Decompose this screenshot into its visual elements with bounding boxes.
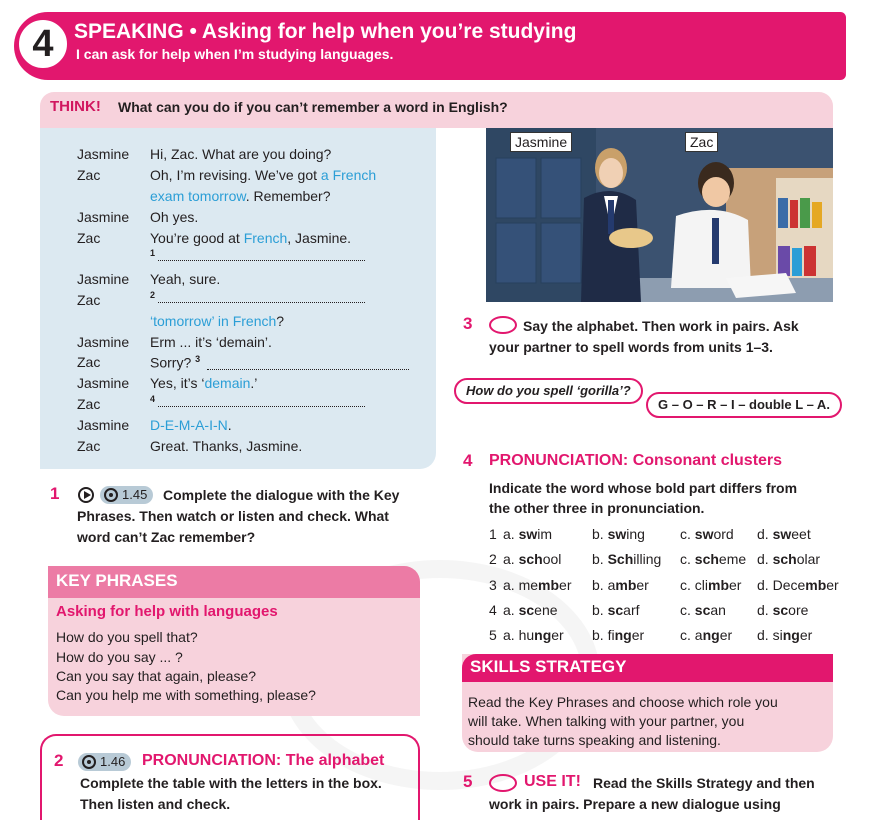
skills-strategy-line2: will take. When talking with your partner, you bbox=[468, 713, 745, 729]
think-question: What can you do if you can’t remember a word in English? bbox=[118, 99, 508, 115]
dialogue-speaker: Zac bbox=[77, 292, 101, 308]
photo-label-jasmine: Jasmine bbox=[510, 132, 572, 152]
key-phrase-item: Can you help me with something, please? bbox=[56, 687, 316, 703]
skills-strategy-line1: Read the Key Phrases and choose which role you bbox=[468, 694, 778, 710]
audio-track-number: 1.45 bbox=[122, 487, 148, 502]
audio-track-1-45[interactable] bbox=[100, 486, 153, 504]
task5-instruction-line1: Read the Skills Strategy and then bbox=[593, 775, 815, 791]
gap-number: 4 bbox=[150, 394, 156, 404]
dialogue-speaker: Jasmine bbox=[77, 271, 130, 287]
video-play-icon[interactable] bbox=[78, 487, 94, 503]
task3-instruction-line1: Say the alphabet. Then work in pairs. Ask bbox=[523, 318, 799, 334]
task-number-3: 3 bbox=[463, 314, 473, 333]
answer-option[interactable]: c. anger bbox=[680, 627, 733, 643]
skills-strategy-title: SKILLS STRATEGY bbox=[470, 657, 627, 676]
row-number: 3 bbox=[489, 577, 497, 593]
dialogue-speaker: Zac bbox=[77, 167, 101, 183]
dialogue-speaker: Zac bbox=[77, 354, 101, 370]
task-number-2: 2 bbox=[54, 751, 64, 770]
answer-option[interactable]: b. swing bbox=[592, 526, 645, 542]
row-number: 2 bbox=[489, 551, 497, 567]
row-number: 1 bbox=[489, 526, 497, 542]
dialogue-line: Sorry? $^3$ bbox=[150, 354, 201, 371]
lesson-objective: I can ask for help when I’m studying languages. bbox=[76, 46, 394, 62]
key-phrase-item: Can you say that again, please? bbox=[56, 668, 257, 684]
answer-option[interactable]: c. climber bbox=[680, 577, 742, 593]
answer-option[interactable]: b. scarf bbox=[592, 602, 640, 618]
answer-option[interactable]: a. swim bbox=[503, 526, 553, 542]
key-phrases-subtitle: Asking for help with languages bbox=[56, 603, 278, 620]
dialogue-speaker: Jasmine bbox=[77, 209, 130, 225]
dialogue-line: exam tomorrow. Remember? bbox=[150, 188, 331, 204]
task1-instruction-line2: Phrases. Then watch or listen and check. What bbox=[77, 508, 389, 524]
task3-instruction-line2: your partner to spell words from units 1–3. bbox=[489, 339, 773, 355]
dialogue-line: Erm ... it’s ‘demain’. bbox=[150, 334, 272, 350]
audio-disc-icon bbox=[82, 755, 96, 769]
answer-option[interactable]: c. scheme bbox=[680, 551, 747, 567]
key-phrases-title: KEY PHRASES bbox=[56, 571, 178, 590]
task2-heading: PRONUNCIATION: The alphabet bbox=[142, 752, 385, 769]
skills-strategy-line3: should take turns speaking and listening. bbox=[468, 732, 721, 748]
task-number-1: 1 bbox=[50, 484, 60, 503]
answer-option[interactable]: d. singer bbox=[757, 627, 813, 643]
task4-instruction-line2: the other three in pronunciation. bbox=[489, 500, 705, 516]
answer-gap[interactable] bbox=[158, 406, 365, 407]
dialogue-line: You’re good at French, Jasmine. bbox=[150, 230, 352, 246]
answer-option[interactable]: b. amber bbox=[592, 577, 649, 593]
answer-option[interactable]: c. scan bbox=[680, 602, 726, 618]
dialogue-line: Yeah, sure. bbox=[150, 271, 221, 287]
dialogue-line: Oh yes. bbox=[150, 209, 199, 225]
speech-bubble-icon bbox=[489, 316, 517, 334]
dialogue-speaker: Zac bbox=[77, 438, 101, 454]
key-phrase-item: How do you say ... ? bbox=[56, 649, 183, 665]
unit-number: 4 bbox=[32, 23, 54, 65]
dialogue-speaker: Zac bbox=[77, 230, 101, 246]
answer-gap[interactable] bbox=[207, 369, 409, 370]
task4-instruction-line1: Indicate the word whose bold part differs from bbox=[489, 480, 798, 496]
answer-option[interactable]: b. Schilling bbox=[592, 551, 662, 567]
key-phrase-item: How do you spell that? bbox=[56, 629, 198, 645]
audio-track-number: 1.46 bbox=[100, 754, 126, 769]
task1-instruction-line1: Complete the dialogue with the Key bbox=[163, 487, 400, 503]
dialogue-line: Yes, it’s ‘demain.’ bbox=[150, 375, 258, 391]
answer-option[interactable]: a. hunger bbox=[503, 627, 564, 643]
think-label: THINK! bbox=[50, 98, 101, 115]
example-answer-bubble: G – O – R – I – double L – A. bbox=[646, 392, 842, 418]
dialogue-speaker: Jasmine bbox=[77, 334, 130, 350]
dialogue-line: Hi, Zac. What are you doing? bbox=[150, 146, 332, 162]
lesson-title: SPEAKING • Asking for help when you’re studying bbox=[74, 20, 577, 43]
answer-option[interactable]: a. school bbox=[503, 551, 562, 567]
answer-option[interactable]: d. scholar bbox=[757, 551, 821, 567]
task5-instruction-line2: work in pairs. Prepare a new dialogue using bbox=[489, 796, 781, 812]
dialogue-line: Great. Thanks, Jasmine. bbox=[150, 438, 303, 454]
dialogue-speaker: Jasmine bbox=[77, 146, 130, 162]
row-number: 5 bbox=[489, 627, 497, 643]
answer-option[interactable]: c. sword bbox=[680, 526, 734, 542]
photo-label-zac: Zac bbox=[685, 132, 718, 152]
video-still bbox=[486, 128, 833, 302]
task-number-5: 5 bbox=[463, 772, 473, 791]
dialogue-speaker: Jasmine bbox=[77, 417, 130, 433]
task1-instruction-line3: word can’t Zac remember? bbox=[77, 529, 256, 545]
dialogue-speaker: Jasmine bbox=[77, 375, 130, 391]
task-number-4: 4 bbox=[463, 451, 473, 470]
audio-disc-icon bbox=[104, 488, 118, 502]
audio-track-1-46[interactable] bbox=[78, 753, 131, 771]
task2-instruction-line1: Complete the table with the letters in the box. bbox=[80, 775, 382, 791]
answer-option[interactable]: d. score bbox=[757, 602, 809, 618]
dialogue-line: Oh, I’m revising. We’ve got a French bbox=[150, 167, 377, 183]
answer-option[interactable]: d. December bbox=[757, 577, 839, 593]
speech-bubble-icon bbox=[489, 774, 517, 792]
gap-number: 1 bbox=[150, 248, 156, 258]
answer-option[interactable]: a. scene bbox=[503, 602, 558, 618]
dialogue-line: D-E-M-A-I-N. bbox=[150, 417, 232, 433]
answer-option[interactable]: a. member bbox=[503, 577, 572, 593]
answer-gap[interactable] bbox=[158, 260, 365, 261]
answer-gap[interactable] bbox=[158, 302, 365, 303]
task4-heading: PRONUNCIATION: Consonant clusters bbox=[489, 452, 783, 469]
dialogue-line: ‘tomorrow’ in French? bbox=[150, 313, 285, 329]
task5-heading: USE IT! bbox=[524, 773, 581, 790]
gap-number: 2 bbox=[150, 290, 156, 300]
answer-option[interactable]: d. sweet bbox=[757, 526, 811, 542]
answer-option[interactable]: b. finger bbox=[592, 627, 645, 643]
task2-instruction-line2: Then listen and check. bbox=[80, 796, 231, 812]
dialogue-speaker: Zac bbox=[77, 396, 101, 412]
row-number: 4 bbox=[489, 602, 497, 618]
classroom-photo bbox=[486, 128, 833, 302]
example-question-bubble: How do you spell ‘gorilla’? bbox=[454, 378, 643, 404]
